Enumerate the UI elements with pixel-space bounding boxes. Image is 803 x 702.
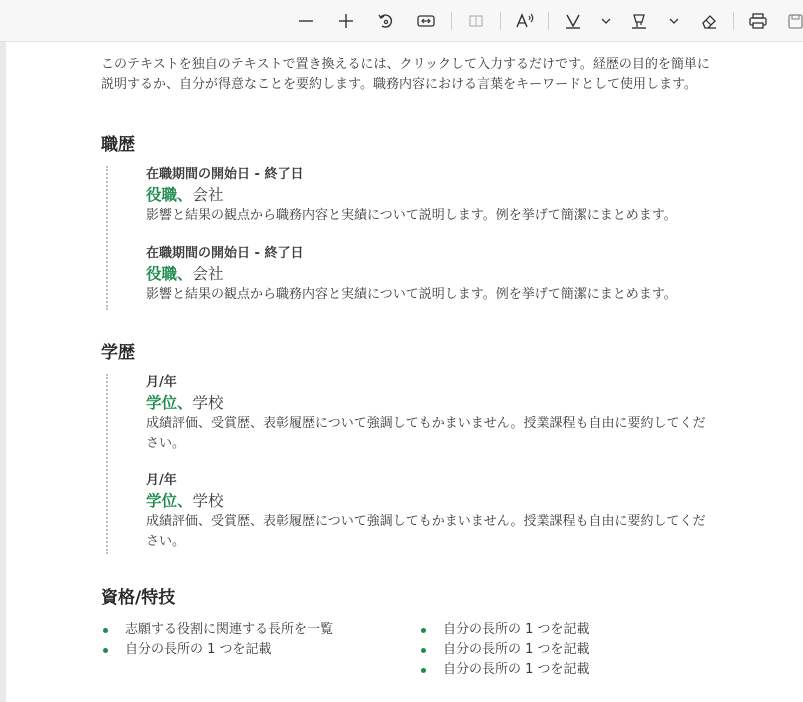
section-title-education: 学歴 (101, 343, 135, 363)
entry-description: 影響と結果の観点から職務内容と実績について説明します。例を挙げて簡潔にまとめます。 (146, 208, 677, 223)
education-entry (146, 472, 716, 552)
entry-degree: 学位、 (146, 394, 193, 412)
rotate-icon[interactable] (374, 8, 398, 34)
entry-description: 影響と結果の観点から職務内容と実績について説明します。例を挙げて簡潔にまとめます。 (146, 287, 677, 302)
timeline-divider (106, 374, 108, 554)
entry-school: 学校 (192, 492, 224, 510)
entry-heading (146, 392, 716, 414)
toolbar-divider (548, 12, 549, 30)
experience-entry (146, 166, 716, 226)
document-page (6, 42, 803, 702)
list-item: 自分の長所の 1 つを記載 (419, 660, 719, 680)
toolbar-divider (451, 12, 452, 30)
entry-org: 会社 (192, 186, 224, 204)
list-item: 自分の長所の 1 つを記載 (419, 640, 719, 660)
pdf-toolbar (0, 0, 803, 42)
skills-list-right (419, 620, 719, 680)
education-entry (146, 374, 716, 454)
entry-heading (146, 490, 716, 512)
intro-text: このテキストを独自のテキストで置き換えるには、クリックして入力するだけです。経歴の目的を簡単に説明するか、自分が得意なことを要約します。職務内容における言葉をキーワードとして使用します。 (101, 57, 710, 92)
list-item: 自分の長所の 1 つを記載 (419, 620, 719, 640)
zoom-in-icon[interactable] (334, 8, 358, 34)
draw-icon[interactable] (560, 8, 586, 34)
entry-role: 役職、 (146, 186, 193, 204)
entry-degree: 学位、 (146, 492, 193, 510)
section-title-experience: 職歴 (101, 135, 135, 155)
eraser-icon[interactable] (696, 8, 722, 34)
zoom-out-icon[interactable] (294, 8, 318, 34)
list-item: 志願する役割に関連する長所を一覧 (101, 620, 401, 640)
chevron-down-icon[interactable] (598, 8, 614, 34)
skills-list-left (101, 620, 401, 660)
print-icon[interactable] (745, 8, 771, 34)
entry-date: 在職期間の開始日 - 終了日 (146, 246, 304, 261)
page-view-icon[interactable] (464, 8, 488, 34)
entry-date: 在職期間の開始日 - 終了日 (146, 167, 304, 182)
timeline-divider (106, 166, 108, 310)
chevron-down-icon[interactable] (666, 8, 682, 34)
entry-heading (146, 184, 716, 206)
entry-description: 成績評価、受賞歴、表彰履歴について強調してもかまいません。授業課程も自由に要約してください。 (146, 416, 706, 451)
fit-width-icon[interactable] (414, 8, 438, 34)
entry-role: 役職、 (146, 265, 193, 283)
entry-date: 月/年 (146, 473, 177, 488)
entry-heading (146, 263, 716, 285)
experience-entry (146, 245, 716, 305)
entry-description: 成績評価、受賞歴、表彰履歴について強調してもかまいません。授業課程も自由に要約してください。 (146, 514, 706, 549)
section-title-skills: 資格/特技 (101, 588, 176, 608)
entry-date: 月/年 (146, 375, 177, 390)
list-item: 自分の長所の 1 つを記載 (101, 640, 401, 660)
toolbar-divider (500, 12, 501, 30)
entry-org: 会社 (192, 265, 224, 283)
highlight-icon[interactable] (626, 8, 652, 34)
read-aloud-icon[interactable] (512, 8, 538, 34)
entry-school: 学校 (192, 394, 224, 412)
save-icon[interactable] (786, 8, 803, 34)
toolbar-divider (733, 12, 734, 30)
